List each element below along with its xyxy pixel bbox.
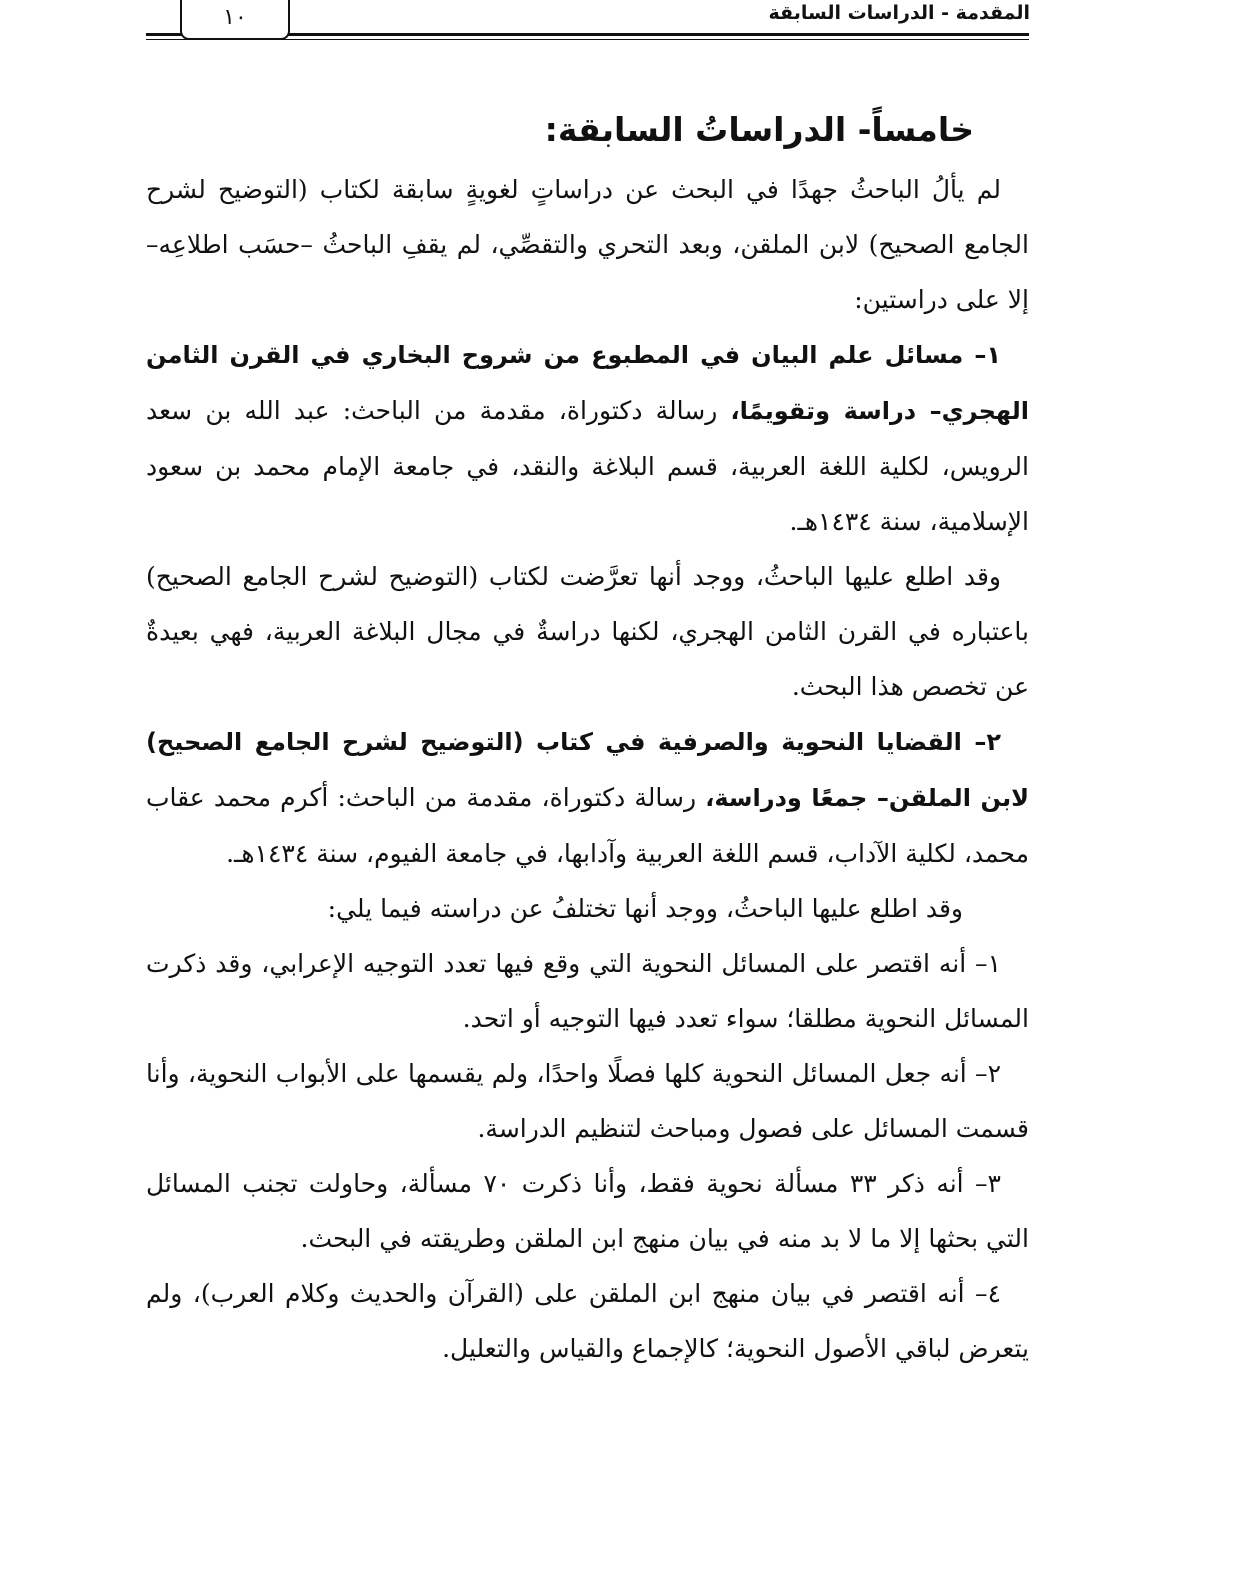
difference-item: ٤– أنه اقتصر في بيان منهج ابن الملقن على (القرآن والحديث وكلام العرب)، ولم يتعرض لباقي الأصول النحوية؛ كالإجماع والقياس والتعليل. bbox=[146, 1279, 1029, 1363]
page-number: ١٠ bbox=[180, 0, 290, 40]
study-2-title: ٢– القضايا النحوية والصرفية في كتاب (التوضيح لشرح الجامع الصحيح) لابن الملقن– جمعًا ودراسة، bbox=[146, 728, 1029, 812]
study-2-details: رسالة دكتوراة، مقدمة من الباحث: أكرم محمد عقاب محمد، لكلية الآداب، قسم اللغة العربية وآدابها، في جامعة الفيوم، سنة ١٤٣٤هـ. bbox=[146, 783, 1029, 868]
study-2-note: وقد اطلع عليها الباحثُ، ووجد أنها تختلفُ عن دراسته فيما يلي: bbox=[327, 894, 963, 923]
difference-item: ٣– أنه ذكر ٣٣ مسألة نحوية فقط، وأنا ذكرت ٧٠ مسألة، وحاولت تجنب المسائل التي بحثها إلا ما لا بد منه في بيان منهج ابن الملقن وطريقته في البحث. bbox=[146, 1169, 1029, 1253]
study-2-paragraph bbox=[146, 714, 1029, 881]
difference-item: ١– أنه اقتصر على المسائل النحوية التي وقع فيها تعدد التوجيه الإعرابي، وقد ذكرت المسائل النحوية مطلقا؛ سواء تعدد فيها التوجيه أو اتحد. bbox=[146, 949, 1029, 1033]
section-heading: خامساً- الدراساتُ السابقة: bbox=[544, 110, 974, 149]
study-1-note: وقد اطلع عليها الباحثُ، ووجد أنها تعرَّضت لكتاب (التوضيح لشرح الجامع الصحيح) باعتباره في القرن الثامن الهجري، لكنها دراسةٌ في مجال البلاغة العربية، فهي بعيدةٌ عن تخصص هذا البحث. bbox=[146, 562, 1029, 701]
page-body bbox=[146, 98, 1029, 1376]
study-1-paragraph bbox=[146, 327, 1029, 549]
running-head: المقدمة - الدراسات السابقة bbox=[768, 2, 1030, 24]
study-1-details: رسالة دكتوراة، مقدمة من الباحث: عبد الله بن سعد الرويس، لكلية اللغة العربية، قسم البلاغة والنقد، في جامعة الإمام محمد بن سعود الإسلامية، سنة ١٤٣٤هـ. bbox=[146, 396, 1029, 536]
difference-item: ٢– أنه جعل المسائل النحوية كلها فصلًا واحدًا، ولم يقسمها على الأبواب النحوية، وأنا قسمت المسائل على فصول ومباحث لتنظيم الدراسة. bbox=[146, 1059, 1029, 1143]
study-1-title: ١– مسائل علم البيان في المطبوع من شروح البخاري في القرن الثامن الهجري– دراسة وتقويمًا، bbox=[146, 341, 1029, 425]
intro-paragraph: لم يألُ الباحثُ جهدًا في البحث عن دراساتٍ لغويةٍ سابقة لكتاب (التوضيح لشرح الجامع الصحيح) لابن الملقن، وبعد التحري والتقصِّي، لم يقفِ الباحثُ –حسَب اطلاعِه– إلا على دراستين: bbox=[146, 175, 1029, 314]
